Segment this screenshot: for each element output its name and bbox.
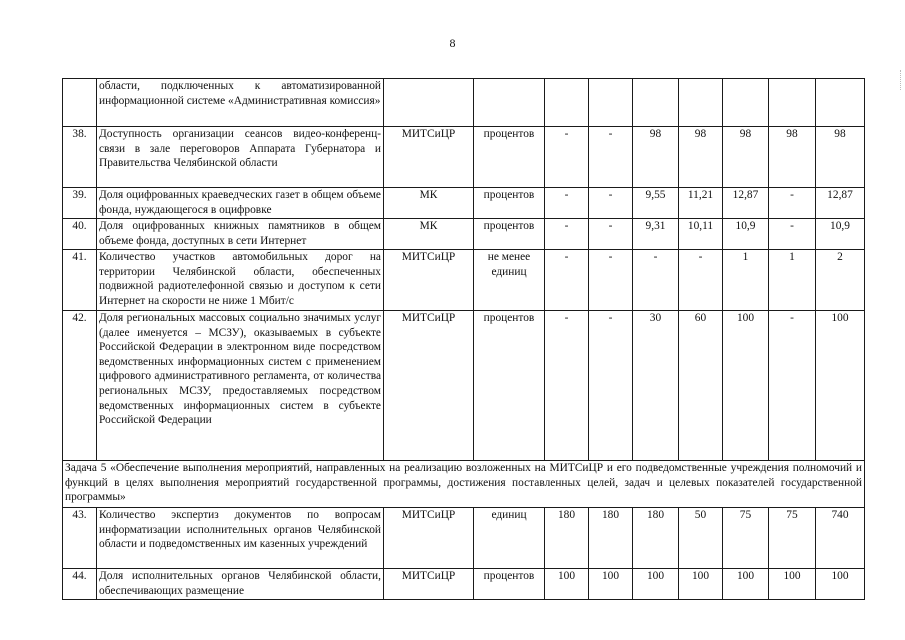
value-cell: 100 (589, 569, 633, 600)
value-cell: - (633, 250, 679, 311)
value-cell: 98 (679, 127, 723, 188)
value-cell: 100 (723, 569, 769, 600)
table-row (63, 188, 865, 219)
scan-edge-mark (898, 70, 901, 90)
value-cell: - (589, 127, 633, 188)
value-cell: 11,21 (679, 188, 723, 219)
table-row (63, 219, 865, 250)
table-row (63, 508, 865, 569)
value-cell: 100 (769, 569, 816, 600)
row-number: 41. (63, 250, 97, 311)
value-cell: 100 (545, 569, 589, 600)
value-cell: - (545, 311, 589, 461)
value-cell: 100 (816, 311, 865, 461)
value-cell: - (545, 219, 589, 250)
value-cell: 10,11 (679, 219, 723, 250)
value-cell (589, 79, 633, 127)
table-row (63, 250, 865, 311)
value-cell (723, 79, 769, 127)
value-cell: 75 (723, 508, 769, 569)
value-cell (545, 79, 589, 127)
table-row (63, 127, 865, 188)
responsible-org: МИТСиЦР (384, 569, 474, 600)
responsible-org: МИТСиЦР (384, 311, 474, 461)
indicator-name: Доля региональных массовых социально значимых услуг (далее именуется – МСЗУ), оказываемых в субъекте Российской Федерации в электронном виде посредством ведомственных информационных систем с применением цифрового административного регламента, от количества региональных МСЗУ, предоставляемых посредством ведомственных информационных систем в субъекте Российской Федерации (97, 311, 384, 461)
value-cell: 60 (679, 311, 723, 461)
task-row (63, 461, 865, 508)
responsible-org (384, 79, 474, 127)
unit-of-measure (474, 79, 545, 127)
indicator-name: Количество экспертиз документов по вопросам информатизации исполнительных органов Челябинской области и подведомственных им казенных учреждений (97, 508, 384, 569)
value-cell: 1 (723, 250, 769, 311)
row-number: 42. (63, 311, 97, 461)
value-cell: - (679, 250, 723, 311)
unit-of-measure: процентов (474, 569, 545, 600)
row-number (63, 79, 97, 127)
task-heading: Задача 5 «Обеспечение выполнения мероприятий, направленных на реализацию возложенных на МИТСиЦР и его подведомственные учреждения полномочий и функций в целях выполнения мероприятий государственной программы, достижения поставленных целей, задач и целевых показателей государственной программы» (63, 461, 865, 508)
value-cell: 740 (816, 508, 865, 569)
value-cell: - (769, 188, 816, 219)
indicator-name: Доля оцифрованных книжных памятников в общем объеме фонда, доступных в сети Интернет (97, 219, 384, 250)
value-cell: 180 (589, 508, 633, 569)
value-cell: 98 (633, 127, 679, 188)
table-row (63, 569, 865, 600)
responsible-org: МИТСиЦР (384, 250, 474, 311)
value-cell: 100 (723, 311, 769, 461)
value-cell: - (769, 311, 816, 461)
value-cell: 180 (545, 508, 589, 569)
row-number: 38. (63, 127, 97, 188)
unit-of-measure: процентов (474, 219, 545, 250)
unit-of-measure: не менее единиц (474, 250, 545, 311)
value-cell: 98 (816, 127, 865, 188)
indicator-name: Количество участков автомобильных дорог на территории Челябинской области, обеспеченных подвижной радиотелефонной связью и доступом к сети Интернет на скорости не ниже 1 Мбит/с (97, 250, 384, 311)
value-cell: 50 (679, 508, 723, 569)
value-cell: 180 (633, 508, 679, 569)
row-number: 39. (63, 188, 97, 219)
value-cell: - (589, 219, 633, 250)
unit-of-measure: процентов (474, 311, 545, 461)
value-cell: 100 (633, 569, 679, 600)
value-cell (816, 79, 865, 127)
table-row (63, 79, 865, 127)
page-number: 8 (449, 36, 456, 50)
value-cell: - (589, 250, 633, 311)
value-cell: 75 (769, 508, 816, 569)
value-cell: 98 (769, 127, 816, 188)
value-cell: 9,55 (633, 188, 679, 219)
value-cell (769, 79, 816, 127)
value-cell: - (545, 250, 589, 311)
value-cell: 100 (816, 569, 865, 600)
value-cell: 10,9 (816, 219, 865, 250)
value-cell (679, 79, 723, 127)
indicator-name: Доля исполнительных органов Челябинской области, обеспечивающих размещение (97, 569, 384, 600)
unit-of-measure: процентов (474, 188, 545, 219)
value-cell (633, 79, 679, 127)
indicator-name: Доля оцифрованных краеведческих газет в общем объеме фонда, нуждающегося в оцифровке (97, 188, 384, 219)
row-number: 43. (63, 508, 97, 569)
row-number: 40. (63, 219, 97, 250)
value-cell: 98 (723, 127, 769, 188)
value-cell: - (589, 188, 633, 219)
value-cell: 100 (679, 569, 723, 600)
row-number: 44. (63, 569, 97, 600)
value-cell: 2 (816, 250, 865, 311)
table-row (63, 311, 865, 461)
responsible-org: МК (384, 219, 474, 250)
value-cell: - (545, 188, 589, 219)
value-cell: 9,31 (633, 219, 679, 250)
value-cell: 1 (769, 250, 816, 311)
responsible-org: МИТСиЦР (384, 508, 474, 569)
value-cell: - (545, 127, 589, 188)
indicator-name: области, подключенных к автоматизированной информационной системе «Административная комиссия» (97, 79, 384, 127)
responsible-org: МИТСиЦР (384, 127, 474, 188)
unit-of-measure: процентов (474, 127, 545, 188)
value-cell: - (589, 311, 633, 461)
indicator-name: Доступность организации сеансов видео-конференц-связи в зале переговоров Аппарата Губернатора и Правительства Челябинской области (97, 127, 384, 188)
value-cell: 30 (633, 311, 679, 461)
responsible-org: МК (384, 188, 474, 219)
value-cell: 12,87 (816, 188, 865, 219)
value-cell: 12,87 (723, 188, 769, 219)
unit-of-measure: единиц (474, 508, 545, 569)
value-cell: 10,9 (723, 219, 769, 250)
indicators-table (62, 78, 865, 600)
value-cell: - (769, 219, 816, 250)
